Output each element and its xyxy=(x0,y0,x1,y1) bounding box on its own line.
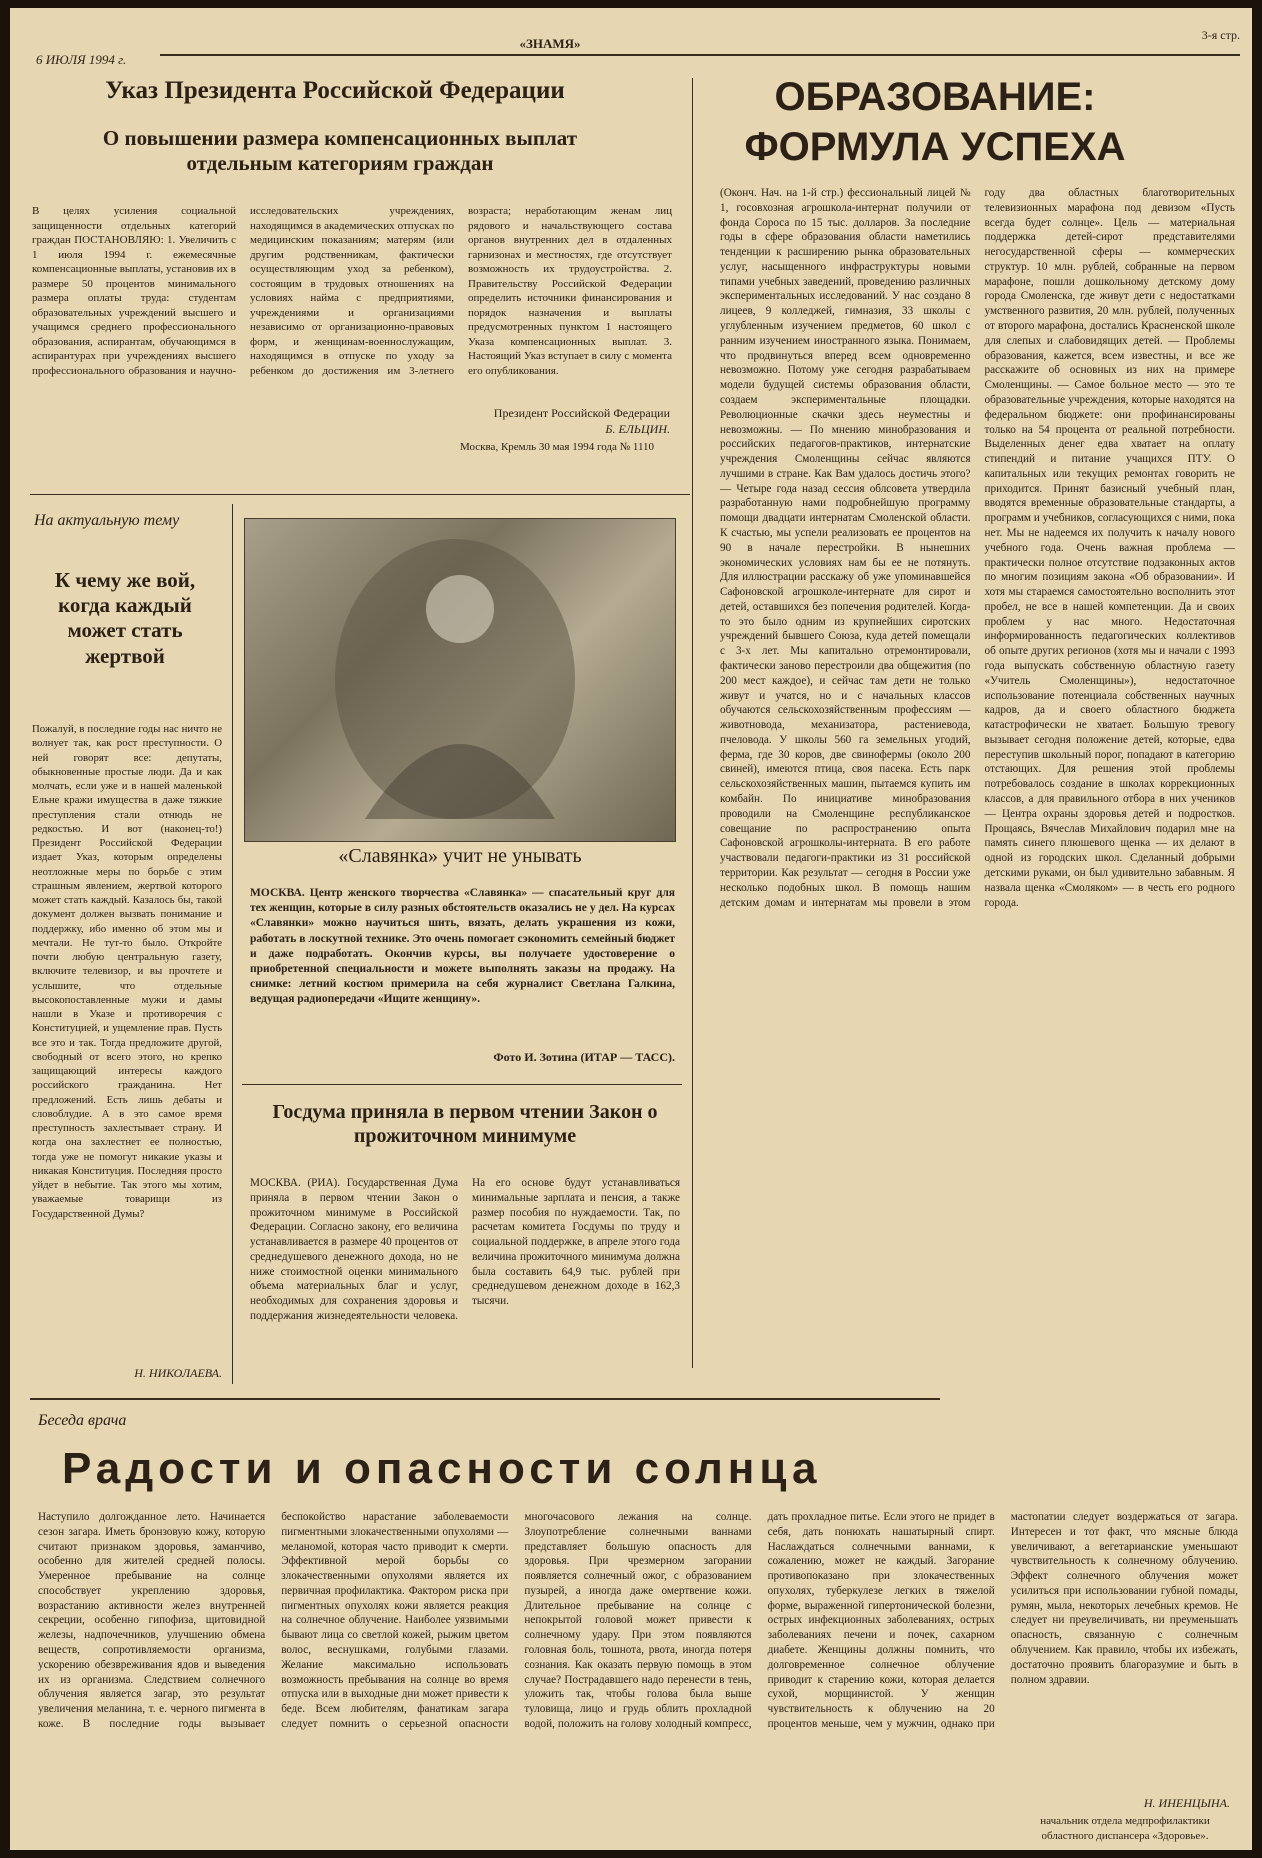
solnce-rubric: Беседа врача xyxy=(38,1412,127,1429)
masthead-page-number: 3-я стр. xyxy=(1201,28,1240,42)
aktualnaya-signature: Н. НИКОЛАЕВА. xyxy=(134,1366,222,1380)
masthead-rule xyxy=(160,54,1240,56)
slavyanka-title: «Славянка» учит не унывать xyxy=(338,845,582,867)
ukaz-subtitle: О повышении размера компенсационных выплат отдельным категориям граждан xyxy=(102,126,578,176)
aktualnaya-title: К чему же вой, когда каждый может стать жертвой xyxy=(54,568,196,668)
slavyanka-photo-credit: Фото И. Зотина (ИТАР — ТАСС). xyxy=(493,1050,675,1064)
gosduma-title: Госдума приняла в первом чтении Закон о прожиточном минимуме xyxy=(272,1101,658,1147)
slavyanka-bottom-rule xyxy=(242,1084,682,1085)
solnce-top-rule xyxy=(30,1398,940,1400)
aktualnaya-rubric: На актуальную тему xyxy=(34,512,180,529)
solnce-signature-role: начальник отдела медпрофилактики областного диспансера «Здоровье». xyxy=(1040,1815,1210,1842)
aktualnaya-rule xyxy=(232,504,233,1384)
ukaz-signature-name: Б. ЕЛЬЦИН. xyxy=(605,422,670,436)
ukaz-bottom-rule xyxy=(30,494,690,495)
gosduma-body: МОСКВА. (РИА). Государственная Дума приняла в первом чтении Закон о прожиточном минимуме в Российской Федерации. Согласно закону, его величина устанавливается в размере 40 процентов от среднедушевого денежного дохода, но не ниже стоимостной оценки минимального объема материальных благ и услуг, необходимых для сохранения здоровья и поддержания жизнедеятельности человека. На его основе будут устанавливаться минимальные зарплата и пенсия, а также размер пособия по нуждаемости. Так, по расчетам комитета Госдумы по труду и социальной поддержке, в апреле этого года величина прожиточного минимума должна была составить 64,9 тыс. рублей при среднедушевом денежном доходе в 162,3 тысячи. xyxy=(250,1177,680,1323)
aktualnaya-body: Пожалуй, в последние годы нас ничто не волнует так, как рост преступности. О ней говорят все: депутаты, обыкновенные простые люди. Да и как молчать, если уже и в нашей маленькой Ельне кражи имущества в даже тяжкие преступления стали отнюдь не редкостью. И вот (наконец-то!) Президент Российской Федерации издает Указ, которым определены неотложные меры по борьбе с этим страшным явлением, жертвой которого может стать каждый. Казалось бы, такой документ должен вызвать понимание и поддержку, ибо именно об этом мы и мечтали. Не тут-то было. Откройте почти любую центральную газету, включите телевизор, и вы прочтете и услышите, что отдельные высокопоставленные мужи и дамы нашли в Указе и противоречия с Конституцией, и ущемление прав. Пусть все это и так. Тогда предложите другой, свободный от всего этого, но крепко защищающий интересы каждого российского гражданина. Нет предложений. Есть лишь дебаты и словоблудие. А в это самое время преступность захлестывает страну. И когда она захлестнет ее полностью, тогда уже не помогут никакие указы и никакая Конституция. Последняя просто уйдет в небытие. Так этого мы хотим, уважаемые товарищи из Государственной Думы? xyxy=(32,723,222,1220)
slavyanka-body: МОСКВА. Центр женского творчества «Славянка» — спасательный круг для тех женщин, которые в силу разных обстоятельств оказались не у дел. На курсах «Славянки» можно научиться шить, вязать, делать украшения из кожи, работать в лоскутной технике. Это очень помогает сэкономить семейный бюджет и даже подработать. Окончив курсы, вы получаете удостоверение о приобретенной специальности и можете выполнять заказы на продажу. На снимке: летний костюм примерила на себя журналист Светлана Галкина, ведущая радиопередачи «Ищите женщину». xyxy=(250,887,675,1006)
solnce-signature: Н. ИНЕНЦЫНА. xyxy=(1143,1796,1230,1810)
obrazovanie-title: ОБРАЗОВАНИЕ: ФОРМУЛА УСПЕХА xyxy=(744,75,1126,169)
ukaz-signature-role: Президент Российской Федерации xyxy=(493,406,670,420)
ukaz-body: В целях усиления социальной защищенности отдельных категорий граждан ПОСТАНОВЛЯЮ: 1. Увеличить с 1 июля 1994 г. ежемесячные компенсационные выплаты, установив их в размере 50 процентов минимального размера оплаты труда: студентам образовательных учреждений высшего и учащимся среднего профессионального образования, аспирантам, обучающимся в аспирантурах при учреждениях высшего профессионального образования и научно-исследовательских учреждениях, находящимся в академических отпусках по медицинским показаниям; матерям (или другим родственникам, фактически осуществляющим уход за ребенком), состоящим в трудовых отношениях на условиях найма с предприятиями, учреждениями и организациями независимо от организационно-правовых форм, и женщинам-военнослужащим, находящимся в отпуске по уходу за ребенком до достижения им 3-летнего возраста; неработающим женам лиц рядового и начальствующего состава органов внутренних дел в отдаленных гарнизонах и местностях, где отсутствует возможность их трудоустройства. 2. Правительству Российской Федерации определить источники финансирования и порядок назначения и выплаты предусмотренных пунктом 1 настоящего Указа компенсационных выплат. 3. Настоящий Указ вступает в силу с момента его опубликования. xyxy=(32,205,672,377)
solnce-body: Наступило долгожданное лето. Начинается сезон загара. Иметь бронзовую кожу, которую считают признаком здоровья, заманчиво, особенно для жителей средней полосы. Умеренное пребывание на солнце способствует укреплению здоровья, возрастанию активности желез внутренней секреции, особенно гипофиза, щитовидной железы, надпочечников, улучшению обмена веществ, сопротивляемости организма, ускорению обезвреживания ядов и выведения их из организма. Следствием солнечного облучения является загар, это результат увеличения меланина, т. е. черного пигмента в коже. В последние годы вызывает беспокойство нарастание заболеваемости пигментными злокачественными опухолями — меланомой, которая часто приводит к смерти. Эффективной мерой борьбы со злокачественными опухолями является их первичная профилактика. Фактором риска при пигментных опухолях кожи является реакция на солнечное облучение. Наиболее уязвимыми бывают лица со светлой кожей, рыжим цветом волос, веснушками, голубыми глазами. Желание максимально использовать возможность пребывания на солнце во время отпуска или в выходные дни может привести к беде. Всем любителям, фанатикам загара следует помнить о серьезной опасности многочасового лежания на солнце. Злоупотребление солнечными ваннами представляет большую опасность для здоровья. При чрезмерном загорании появляется солнечный ожог, с образованием пузырей, а иногда даже омертвение кожи. Длительное пребывание на солнце с непокрытой головой может привести к солнечному удару. При этом появляются головная боль, тошнота, рвота, иногда потеря сознания. Как оказать первую помощь в этом случае? Пострадавшего надо перенести в тень, уложить так, чтобы голова была выше туловища, лицо и грудь облить прохладной водой, положить на голову холодный компресс, дать прохладное питье. Если этого не придет в себя, дать понюхать нашатырный спирт. Наслаждаться солнечными ваннами, к сожалению, может не каждый. Загорание противопоказано при злокачественных опухолях, туберкулезе легких в тяжелой форме, выраженной гипертонической болезни, острых инфекционных заболеваниях, острых заболеваниях печени и почек, сахарном диабете. Женщины должны помнить, что долговременное солнечное облучение приводит к старению кожи, которая делается сухой, морщинистой. У женщин чувствительность к облучению на 20 процентов меньше, чем у мужчин, однако при мастопатии следует воздержаться от загара. Интересен и тот факт, что мясные блюда увеличивают, а вегетарианские уменьшают чувствительность к солнечному облучению. Эффект солнечного облучения может усилиться при использовании губной помады, румян, мыла, некоторых лечебных кремов. Не следует ни преувеличивать, ни преуменьшать опасность, связанную с солнечным облучением. Как правило, чтобы их избежать, достаточно проявить благоразумие и быть в полном здравии. xyxy=(38,1511,1238,1730)
ukaz-title: Указ Президента Российской Федерации xyxy=(105,77,565,104)
column-rule xyxy=(692,78,693,1368)
ukaz-signature-place: Москва, Кремль 30 мая 1994 года № 1110 xyxy=(460,441,655,453)
newspaper-page xyxy=(10,8,1252,1850)
masthead-paper: «ЗНАМЯ» xyxy=(519,36,581,51)
photo-figure-icon xyxy=(245,519,675,841)
slavyanka-photo xyxy=(244,518,676,842)
obrazovanie-body: (Оконч. Нач. на 1-й стр.) фессиональный лицей № 1, госовхозная агрошкола-интернат получили от фонда Сороса по 15 тыс. долларов. За последние годы в сфере образования области наметились тенденции к расширению рынка образовательных услуг, насыщенного инфраструктуры новыми типами учебных заведений, проведению различных экспериментальных исследований. У нас создано 8 лицеев, 9 колледжей, гимназия, 33 школы с углубленным изучением предметов, 60 школ с ранним изучением иностранного языка. Понимаем, что продвинуться вперед всем одновременно невозможно. Потому уже сегодня разрабатываем модели будущей системы образования области, создаем экспериментальные площадки. Революционные скачки здесь неуместны и невозможны. — По мнению минобразования и российских педагогов-практиков, интернатские учреждения Смоленщины сейчас являются лучшими в стране. Как Вам удалось достичь этого? — Четыре года назад сессия облсовета утвердила разработанную нами подробнейшую программу помощи двадцати интернатам Смоленской области. К счастью, мы успели реализовать ее процентов на 90 в начале перестройки. В нынешних экономических условиях нам бы ее не потянуть. Для иллюстрации расскажу об уже упоминавшейся Сафоновской агрошколе-интернате для сирот и детей, оставшихся без попечения родителей. Когда-то это было одним из крупнейших сиротских учреждений бывшего Союза, куда детей помещали с 3-х лет. Мы капитально отремонтировали, фактически заново перестроили два общежития (по 200 мест каждое), и сейчас там дети не только живут и учатся, но и с начальных классов обучаются сельскохозяйственным профессиям — животновода, механизатора, растениевода, пчеловода. У школы 560 га земельных угодий, ферма, где 30 коров, две свинофермы (около 200 свиней), имеются птица, своя пасека. Есть парк сельскохозяйственных машин, пытаемся купить им комбайн. По инициативе минобразования проводили на Смоленщине республиканское совещание по распространению опыта Сафоновской агрошколы-интерната. В его работе участвовали педагоги-практики из 31 российской территории. Как результат — сегодня в России уже несколько подобных школ. В помощь нашим детским домам и интернатам мы провели в этом году два областных благотворительных телевизионных марафона под девизом «Пусть всегда будет солнце». Цель — материальная поддержка детей-сирот представителями негосударственной сферы — коммерческих структур. 10 млн. рублей, собранные на первом марафоне, пошли дошкольному детскому дому города Смоленска, где живут дети с недостатками умственного развития, 20 млн. рублей, полученных от второго марафона, достались Красненской школе для слепых и слабовидящих детей. — Проблемы образования, кажется, всем известны, и все же расскажите об основных из них на примере Смоленщины. — Самое больное место — это те образовательные учреждения, которые находятся на федеральном бюджете: они профинансированы только на 54 процента от реальной потребности. Выделенных денег едва хватает на оплату стипендий и питание учащихся ПТУ. О капитальных или текущих ремонтах говорить не приходится. Принят базисный учебный план, вводятся временные образовательные стандарты, а программ и учебников, согласующихся с ними, пока нет. Мы не надеемся их получить к началу нового учебного года. Очень важная проблема — практически полное отсутствие подзаконных актов по многим позициям закона «Об образовании». И хотя мы стараемся самостоятельно восполнить этот пробел, не все в нашей компетенции. Да и своих проблем у нас много. Недостаточная информированность педагогических коллективов об опыте других регионов (хотя мы и начали с 1993 года выпускать собственную областную газету «Учитель Смоленщины»), недостаточное использование потенциала собственных научных кадров, да и своего областного бюджета катастрофически не хватает. Большую тревогу вызывает сегодня положение детей, которые, едва переступив школьный порог, попадают в категорию отстающих. Для решения этой проблемы потребовалось создание в школах коррекционных классов, а для правильного отбора в них учеников — Центра охраны здоровья детей и подростков. Прощаясь, Вячеслав Михайлович подарил мне на память синего плюшевого щенка — их делают в одной из городских школ. Сделанный добрыми детскими руками, он был удивительно забавным. Я назвала щенка «Смоляком» — в честь его родного города. xyxy=(720,187,1235,909)
solnce-title: Радости и опасности солнца xyxy=(62,1444,822,1493)
masthead-date: 6 ИЮЛЯ 1994 г. xyxy=(36,52,127,67)
